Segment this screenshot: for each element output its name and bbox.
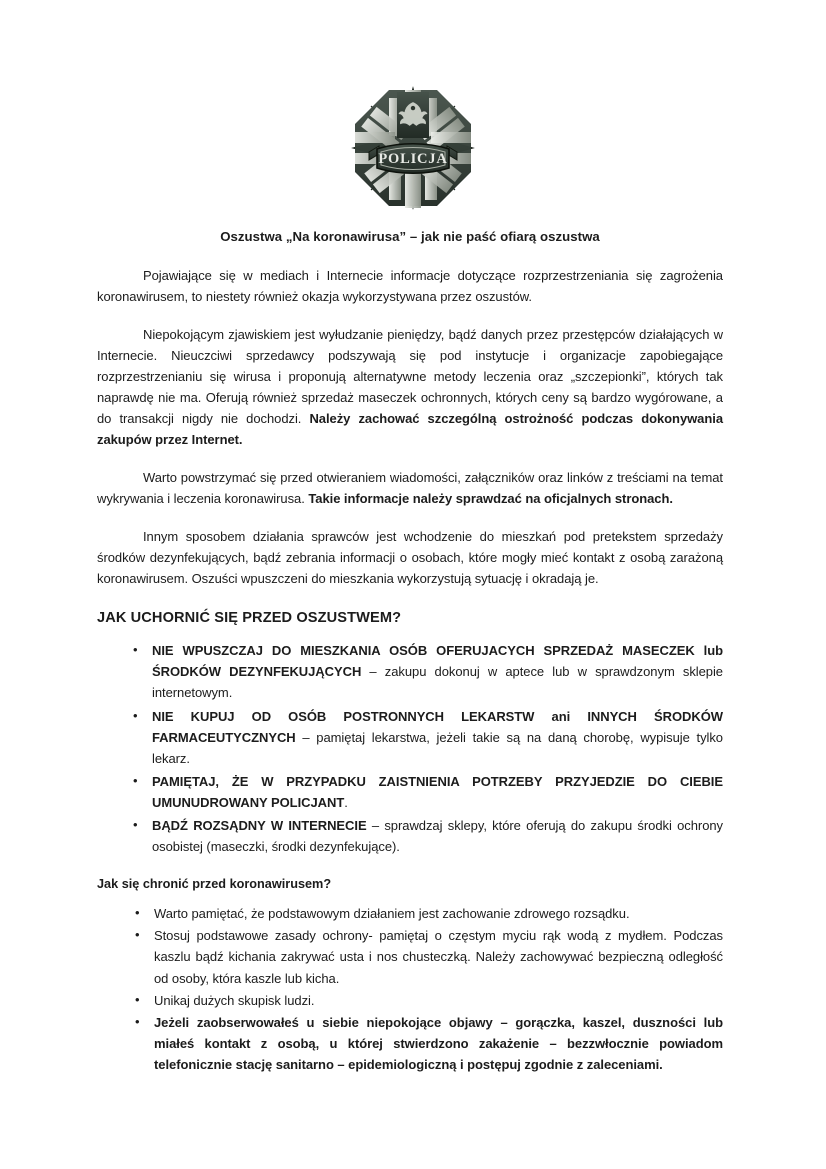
- list-item: [97, 903, 723, 924]
- list-item-emphasis: Jeżeli zaobserwowałeś u siebie niepokojące objawy – gorączka, kaszel, duszności lub miałeś kontakt z osobą, u której stwierdzono zakażenie – bezzwłocznie powiadom telefonicznie stację sanitarno – epidemiologiczną i postępuj zgodnie z zaleceniami.: [154, 1014, 723, 1072]
- paragraph-links-warning-text: Warto powstrzymać się przed otwieraniem wiadomości, załączników oraz linków z treściami na temat wykrywania i leczenia koronawirusa.: [97, 470, 723, 507]
- list-item-text: Warto pamiętać, że podstawowym działaniem jest zachowanie zdrowego rozsądku.: [154, 906, 630, 922]
- list-item-emphasis: BĄDŹ ROZSĄDNY W INTERNECIE: [152, 817, 367, 833]
- paragraph-online-fraud-emphasis: Należy zachować szczególną ostrożność podczas dokonywania zakupów przez Internet.: [97, 411, 723, 448]
- paragraph-home-intrusion: Innym sposobem działania sprawców jest wchodzenie do mieszkań pod pretekstem sprzedaży środków dezynfekujących, bądź zebrania informacji o osobach, które mogły mieć kontakt z osobą zarażoną koronawirusem. Oszuści wpuszczeni do mieszkania wykorzystują sytuację i okradają je.: [97, 529, 723, 587]
- list-item: [97, 771, 723, 813]
- section-heading-protect-from-virus: Jak się chronić przed koronawirusem?: [97, 876, 332, 891]
- document-body: [97, 228, 723, 1076]
- section-heading-protect-from-fraud: JAK UCHORNIĆ SIĘ PRZED OSZUSTWEM?: [97, 610, 402, 627]
- list-item-text: – zakupu dokonuj w aptece lub w sprawdzonym sklepie internetowym.: [152, 664, 723, 701]
- list-item: [97, 815, 723, 857]
- list-item-text: – pamiętaj lekarstwa, jeżeli takie są na daną chorobę, wypisuje tylko lekarz.: [152, 729, 723, 766]
- list-item-text: – sprawdzaj sklepy, które oferują do zakupu środki ochrony osobistej (maseczki, środki dezynfekujące).: [152, 817, 723, 854]
- paragraph-links-warning-emphasis: Takie informacje należy sprawdzać na oficjalnych stronach.: [308, 491, 673, 507]
- list-item-text: Unikaj dużych skupisk ludzi.: [154, 992, 315, 1008]
- list-item-emphasis: NIE WPUSZCZAJ DO MIESZKANIA OSÓB OFERUJACYCH SPRZEDAŻ MASECZEK lub ŚRODKÓW DEZYNFEKUJĄCYCH: [152, 643, 723, 680]
- page-title: Oszustwa „Na koronawirusa” – jak nie paść ofiarą oszustwa: [220, 229, 600, 244]
- list-item: [97, 1012, 723, 1075]
- paragraph-links-warning: [97, 467, 723, 509]
- policja-badge-icon: [347, 85, 479, 211]
- paragraph-online-fraud: [97, 324, 723, 450]
- list-item-text: Stosuj podstawowe zasady ochrony- pamiętaj o częstym myciu rąk wodą z mydłem. Podczas kaszlu bądź kichania zakrywać usta i nos chusteczką. Należy zachowywać bezpieczną odległość od osoby, która kaszle lub kicha.: [154, 928, 723, 986]
- virus-advice-list: [97, 903, 723, 1074]
- list-item-text: .: [344, 794, 348, 810]
- list-item: [97, 990, 723, 1011]
- list-item-emphasis: PAMIĘTAJ, ŻE W PRZYPADKU ZAISTNIENIA POTRZEBY PRZYJEDZIE DO CIEBIE UMUNUDROWANY POLICJANT: [152, 773, 723, 810]
- paragraph-online-fraud-text: Niepokojącym zjawiskiem jest wyłudzanie pieniędzy, bądź danych przez przestępców działających w Internecie. Nieuczciwi sprzedawcy podszywają się pod instytucje i organizacje zapobiegające rozprzestrzenianiu się wirusa i proponują alternatywne metody leczenia oraz „szczepionki”, których tak naprawdę nie ma. Oferują również sprzedaż maseczek ochronnych, których ceny są bardzo wygórowane, a do transakcji nigdy nie dochodzi.: [97, 326, 723, 427]
- list-item-emphasis: NIE KUPUJ OD OSÓB POSTRONNYCH LEKARSTW ani INNYCH ŚRODKÓW FARMACEUTYCZNYCH: [152, 708, 723, 745]
- paragraph-intro: Pojawiające się w mediach i Internecie informacje dotyczące rozprzestrzeniania się zagrożenia koronawirusem, to niestety również okazja wykorzystywana przez oszustów.: [97, 267, 723, 304]
- badge-banner-text: POLICJA: [378, 151, 448, 167]
- list-item: [97, 640, 723, 703]
- fraud-advice-list: [97, 640, 723, 856]
- logo-container: [0, 85, 826, 211]
- list-item: [97, 925, 723, 988]
- list-item: [97, 706, 723, 769]
